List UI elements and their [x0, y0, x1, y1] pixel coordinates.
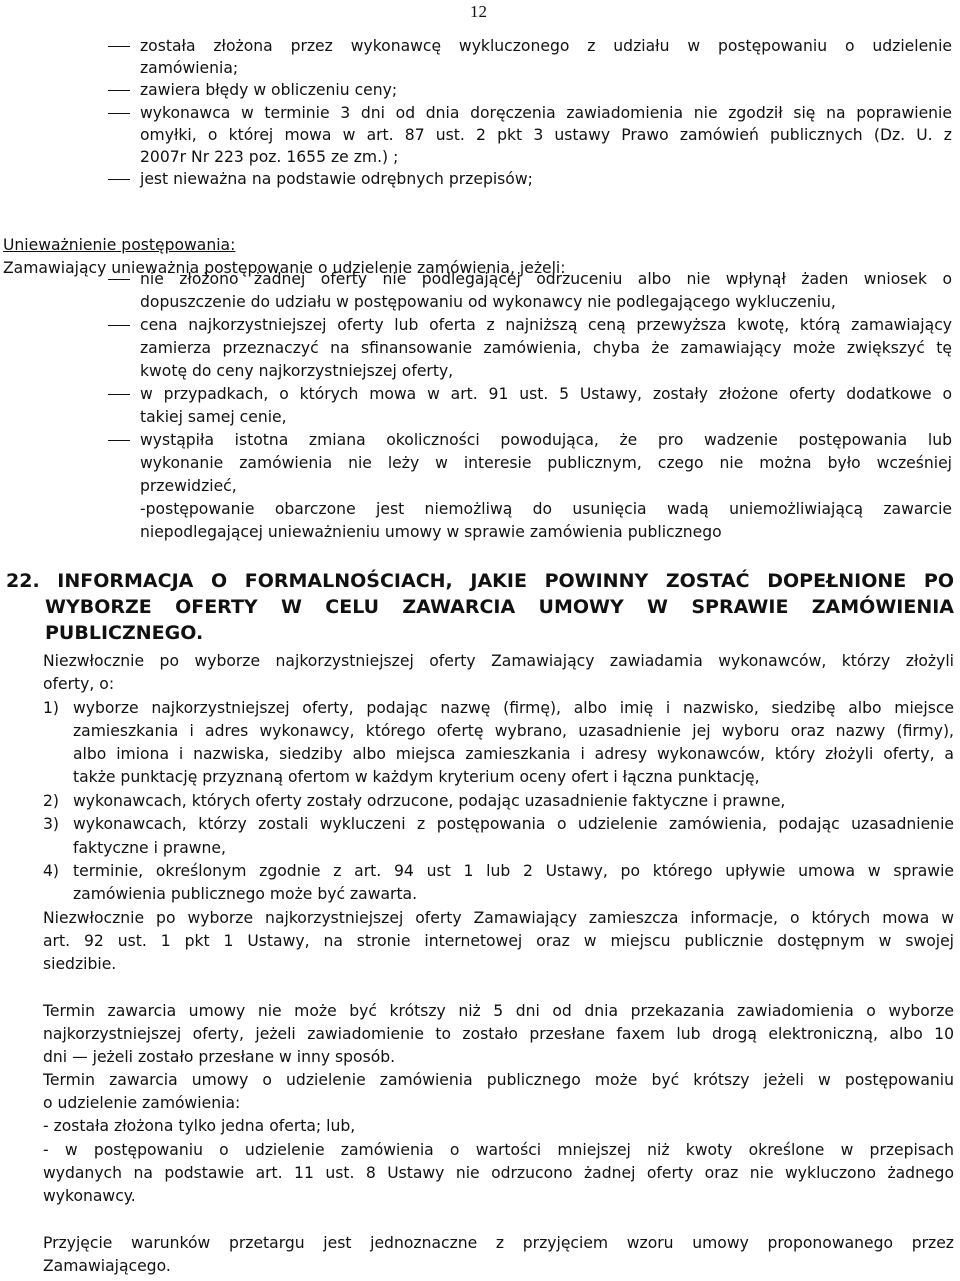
list-dash: [108, 113, 130, 114]
numbered-item-line: także punktację przyznaną ofertom w każdym kryterium oceny ofert i łączna punktację,: [73, 768, 760, 786]
section-22-paragraph-line: - została złożona tylko jedna oferta; lub,: [43, 1117, 356, 1135]
section-22-paragraph-line: Niezwłocznie po wyborze najkorzystniejszej oferty Zamawiający zawiadamia wykonawców, którzy złożyli: [43, 652, 954, 670]
numbered-marker: 1): [43, 699, 60, 717]
section-22-paragraph-line: wykonawcy.: [43, 1187, 136, 1205]
list-dash: [108, 90, 130, 91]
list-dash: [108, 440, 130, 441]
list-dash: [108, 46, 130, 47]
page-number: 12: [470, 2, 487, 21]
section-22-paragraph-line: Termin zawarcia umowy nie może być krótszy niż 5 dni od dnia przekazania zawiadomienia o wyborze: [43, 1002, 954, 1020]
section-22-paragraph-line: art. 92 ust. 1 pkt 1 Ustawy, na stronie internetowej oraz w miejscu publicznie dostępnym w swojej: [43, 932, 954, 950]
section-title-uniewaznienie: Unieważnienie postępowania:: [3, 236, 236, 254]
list-item-line: została złożona przez wykonawcę wykluczonego z udziału w postępowaniu o udzielenie: [140, 37, 952, 55]
list-dash: [108, 179, 130, 180]
section-22-paragraph-line: Niezwłocznie po wyborze najkorzystniejszej oferty Zamawiający zamieszcza informacje, o których mowa w: [43, 909, 954, 927]
list-dash: [108, 394, 130, 395]
section-22-paragraph-line: oferty, o:: [43, 675, 115, 693]
list-dash: [108, 279, 130, 280]
section-22-heading-line: WYBORZE OFERTY W CELU ZAWARCIA UMOWY W SPRAWIE ZAMÓWIENIA: [45, 596, 954, 618]
numbered-item-line: wyborze najkorzystniejszej oferty, podając nazwę (firmę), albo imię i nazwisko, siedzibę albo miejsce: [73, 699, 954, 717]
numbered-item-line: albo imiona i nazwiska, siedziby albo miejsca zamieszkania i adresy wykonawców, który złożyli oferty, a: [73, 745, 954, 763]
list-item-line: 2007r Nr 223 poz. 1655 ze zm.) ;: [140, 148, 399, 166]
list-item-line: omyłki, o której mowa w art. 87 ust. 2 pkt 3 ustawy Prawo zamówień publicznych (Dz. U. z: [140, 125, 952, 144]
numbered-item-line: wykonawcach, których oferty zostały odrzucone, podając uzasadnienie faktyczne i prawne,: [73, 792, 786, 810]
numbered-item-line: terminie, określonym zgodnie z art. 94 ust 1 lub 2 Ustawy, po którego upływie umowa w sprawie: [73, 862, 954, 880]
section-22-paragraph-line: wydanych na podstawie art. 11 ust. 8 Ustawy nie odrzucono żadnej oferty oraz nie wykluczono żadnego: [43, 1164, 954, 1182]
list-item-line: dopuszczenie do udziału w postępowaniu od wykonawcy nie podlegającego wykluczeniu,: [140, 292, 836, 311]
numbered-item-line: wykonawcach, którzy zostali wykluczeni z postępowania o udzielenie zamówienia, podając uzasadnienie: [73, 815, 954, 833]
list-item-line: nie złożono żadnej oferty nie podlegającej odrzuceniu albo nie wpłynął żaden wniosek o: [140, 270, 952, 288]
uniewaznienie-extra-line: niepodlegającej unieważnieniu umowy w sprawie zamówienia publicznego: [140, 523, 722, 541]
section-22-paragraph-line: dni — jeżeli zostało przesłane w inny sposób.: [43, 1048, 396, 1066]
section-22-paragraph-line: o udzielenie zamówienia:: [43, 1094, 241, 1112]
numbered-item-line: zamówienia publicznego może być zawarta.: [73, 885, 418, 903]
section-22-heading-line: PUBLICZNEGO.: [45, 622, 204, 644]
list-item-line: wykonawca w terminie 3 dni od dnia doręczenia zawiadomienia nie zgodził się na poprawienie: [140, 103, 952, 122]
numbered-marker: 3): [43, 815, 60, 833]
uniewaznienie-extra-line: -postępowanie obarczone jest niemożliwą do usunięcia wadą uniemożliwiającą zawarcie: [140, 500, 952, 518]
list-item-line: zamówienia;: [140, 59, 239, 78]
section-22-paragraph-line: Zamawiającego.: [43, 1257, 171, 1275]
list-item-line: jest nieważna na podstawie odrębnych przepisów;: [140, 170, 533, 189]
uniewaznienie-intro: Zamawiający unieważnia postępowanie o udzielenie zamówienia, jeżeli:: [3, 259, 566, 277]
list-item-line: wystąpiła istotna zmiana okoliczności powodująca, że pro wadzenie postępowania lub: [140, 431, 952, 449]
numbered-marker: 2): [43, 792, 60, 810]
section-22-paragraph-line: - w postępowaniu o udzielenie zamówienia o wartości mniejszej niż kwoty określone w przepisach: [43, 1141, 954, 1159]
section-22-paragraph-line: najkorzystniejszej oferty, jeżeli zawiadomienie to zostało przesłane faxem lub drogą elektroniczną, albo 10: [43, 1025, 954, 1043]
numbered-marker: 4): [43, 862, 60, 880]
section-22-paragraph-line: Termin zawarcia umowy o udzielenie zamówienia publicznego może być krótszy jeżeli w postępowaniu: [43, 1071, 954, 1089]
list-item-line: takiej samej cenie,: [140, 407, 287, 426]
list-item-line: w przypadkach, o których mowa w art. 91 ust. 5 Ustawy, zostały złożone oferty dodatkowe o: [140, 385, 952, 403]
list-item-line: cena najkorzystniejszej oferty lub oferta z najniższą ceną przewyższa kwotę, którą zamawiający: [140, 316, 952, 334]
list-item-line: kwotę do ceny najkorzystniejszej oferty,: [140, 361, 454, 380]
list-dash: [108, 325, 130, 326]
section-22-paragraph-line: siedzibie.: [43, 955, 117, 973]
section-22-heading-line: 22. INFORMACJA O FORMALNOŚCIACH, JAKIE POWINNY ZOSTAĆ DOPEŁNIONE PO: [6, 570, 954, 592]
list-item-line: wykonanie zamówienia nie leży w interesie publicznym, czego nie można było wcześniej: [140, 453, 952, 472]
numbered-item-line: faktyczne i prawne,: [73, 839, 226, 857]
list-item-line: przewidzieć,: [140, 476, 237, 495]
section-22-paragraph-line: Przyjęcie warunków przetargu jest jednoznaczne z przyjęciem wzoru umowy proponowanego przez: [43, 1234, 954, 1252]
list-item-line: zawiera błędy w obliczeniu ceny;: [140, 81, 398, 100]
numbered-item-line: zamieszkania i adres wykonawcy, którego ofertę wybrano, uzasadnienie jej wyboru oraz nazwy (firmy),: [73, 722, 954, 740]
list-item-line: zamierza przeznaczyć na sfinansowanie zamówienia, chyba że zamawiający może zwiększyć tę: [140, 338, 952, 357]
